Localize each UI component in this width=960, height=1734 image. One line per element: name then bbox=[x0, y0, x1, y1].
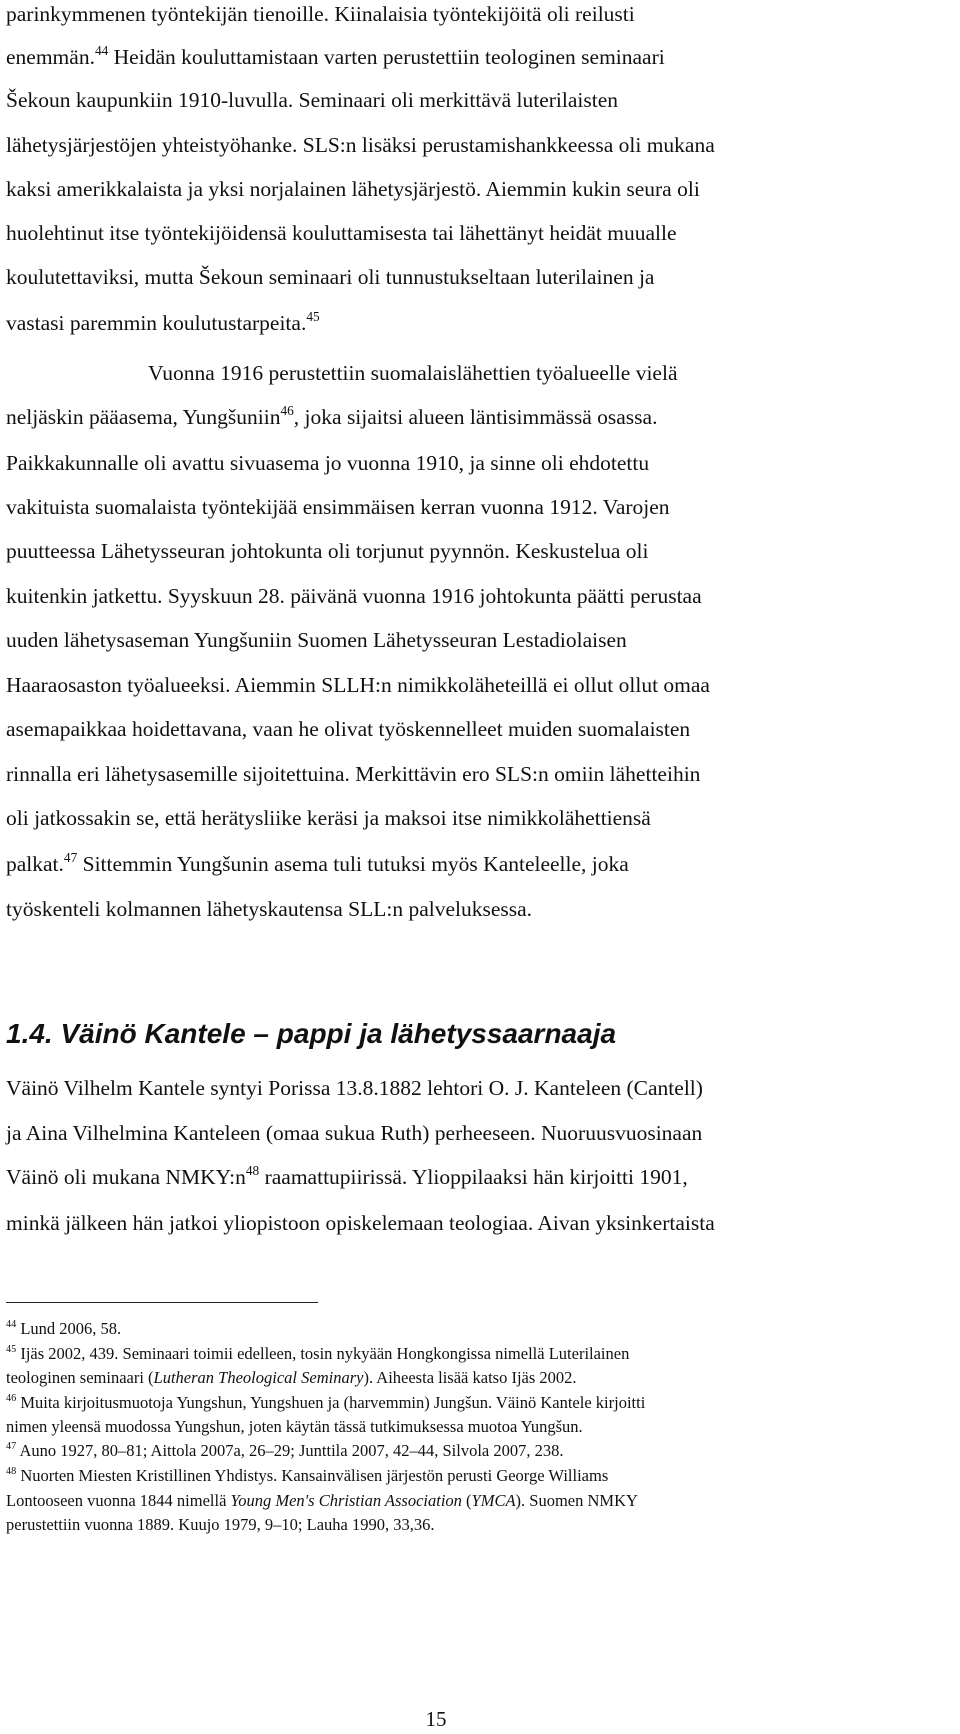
body-line: lähetysjärjestöjen yhteistyöhanke. SLS:n lisäksi perustamishankkeessa oli mukana bbox=[6, 133, 715, 157]
footnote-ref-45[interactable]: 45 bbox=[306, 309, 320, 325]
footnote-45-cont: teologinen seminaari (Lutheran Theological Seminary). Aiheesta lisää katso Ijäs 2002. bbox=[6, 1368, 577, 1387]
page-number: 15 bbox=[425, 1707, 447, 1731]
footnote-44: $^{44}$ Lund 2006, 58. bbox=[6, 1319, 122, 1338]
footnote-47: $^{47}$ Auno 1927, 80–81; Aittola 2007a, 26–29; Junttila 2007, 42–44, Silvola 2007, 238. bbox=[6, 1441, 564, 1460]
body-line: minkä jälkeen hän jatkoi yliopistoon opiskelemaan teologiaa. Aivan yksinkertaista bbox=[6, 1211, 715, 1235]
footnote-ref-47[interactable]: 47 bbox=[63, 850, 78, 866]
footnote-46: $^{46}$ Muita kirjoitusmuotoja Yungshun, Yungshuen ja (harvemmin) Jungšun. Väinö Kantele kirjoitti bbox=[6, 1393, 646, 1412]
footnote-48-cont: perustettiin vuonna 1889. Kuujo 1979, 9–10; Lauha 1990, 33,36. bbox=[6, 1515, 435, 1534]
body-line: Paikkakunnalle oli avattu sivuasema jo vuonna 1910, ja sinne oli ehdotettu bbox=[6, 451, 650, 475]
body-line: oli jatkossakin se, että herätysliike keräsi ja maksoi itse nimikkolähettiensä bbox=[6, 806, 651, 830]
body-line: parinkymmenen työntekijän tienoille. Kiinalaisia työntekijöitä oli reilusti bbox=[6, 2, 635, 26]
body-line: neljäskin pääasema, Yungšuniin$^{46}$, joka sijaitsi alueen läntisimmässä osassa. bbox=[6, 403, 658, 429]
body-line: asemapaikkaa hoidettavana, vaan he olivat työskennelleet muiden suomalaisten bbox=[6, 717, 691, 741]
footnote-46-cont: nimen yleensä muodossa Yungshun, joten käytän tässä tutkimuksessa muotoa Yungšun. bbox=[6, 1417, 583, 1436]
footnote-ref-48[interactable]: 48 bbox=[245, 1163, 260, 1179]
body-line: työskenteli kolmannen lähetyskautensa SLL:n palveluksessa. bbox=[6, 897, 533, 921]
body-line: Väinö Vilhelm Kantele syntyi Porissa 13.8.1882 lehtori O. J. Kanteleen (Cantell) bbox=[6, 1076, 703, 1100]
footnote-45: $^{45}$ Ijäs 2002, 439. Seminaari toimii edelleen, tosin nykyään Hongkongissa nimellä Luterilainen bbox=[6, 1344, 630, 1363]
body-line: koulutettaviksi, mutta Šekoun seminaari oli tunnustukseltaan luterilainen ja bbox=[6, 265, 655, 289]
body-line: rinnalla eri lähetysasemille sijoitettuina. Merkittävin ero SLS:n omiin lähetteihin bbox=[6, 762, 701, 786]
footnote-ref-46[interactable]: 46 bbox=[280, 403, 294, 419]
body-line: huolehtinut itse työntekijöidensä kouluttamisesta tai lähettänyt heidät muualle bbox=[6, 221, 677, 245]
body-line: kuitenkin jatkettu. Syyskuun 28. päivänä vuonna 1916 johtokunta päätti perustaa bbox=[6, 584, 702, 608]
body-line: Šekoun kaupunkiin 1910-luvulla. Seminaari oli merkittävä luterilaisten bbox=[6, 88, 619, 112]
body-line: Väinö oli mukana $NMKY:n^{48}$ raamattupiirissä. Ylioppilaaksi hän kirjoitti 1901, bbox=[6, 1163, 688, 1189]
body-line: Vuonna 1916 perustettiin suomalaislähettien työalueelle vielä bbox=[148, 361, 678, 385]
body-line: puutteessa Lähetysseuran johtokunta oli torjunut pyynnön. Keskustelua oli bbox=[6, 539, 649, 563]
body-line: ja Aina Vilhelmina Kanteleen (omaa sukua Ruth) perheeseen. Nuoruusvuosinaan bbox=[6, 1121, 703, 1145]
body-line: vakituista suomalaista työntekijää ensimmäisen kerran vuonna 1912. Varojen bbox=[6, 495, 670, 519]
footnote-separator bbox=[6, 1302, 318, 1303]
body-line: palkat.$^{47}$ Sittemmin Yungšunin asema tuli tutuksi myös Kanteleelle, joka bbox=[6, 850, 629, 876]
body-line: uuden lähetysaseman Yungšuniin Suomen Lähetysseuran Lestadiolaisen bbox=[6, 628, 627, 652]
footnote-48-cont: Lontooseen vuonna 1844 nimellä Young Men's Christian Association (YMCA). Suomen NMKY bbox=[6, 1491, 638, 1510]
section-heading: 1.4. Väinö Kantele – pappi ja lähetyssaarnaaja bbox=[6, 1018, 617, 1049]
footnote-48: $^{48}$ Nuorten Miesten Kristillinen Yhdistys. Kansainvälisen järjestön perusti George Williams bbox=[6, 1466, 609, 1485]
footnote-ref-44[interactable]: 44 bbox=[94, 43, 109, 59]
body-line: Haaraosaston työalueeksi. Aiemmin SLLH:n nimikkoläheteillä ei ollut ollut omaa bbox=[6, 673, 710, 697]
body-line: enemmän.$^{44}$ Heidän kouluttamistaan varten perustettiin teologinen seminaari bbox=[6, 43, 665, 69]
body-line: kaksi amerikkalaista ja yksi norjalainen lähetysjärjestö. Aiemmin kukin seura oli bbox=[6, 177, 700, 201]
body-line: vastasi paremmin koulutustarpeita.$^{45}$ bbox=[6, 309, 320, 335]
